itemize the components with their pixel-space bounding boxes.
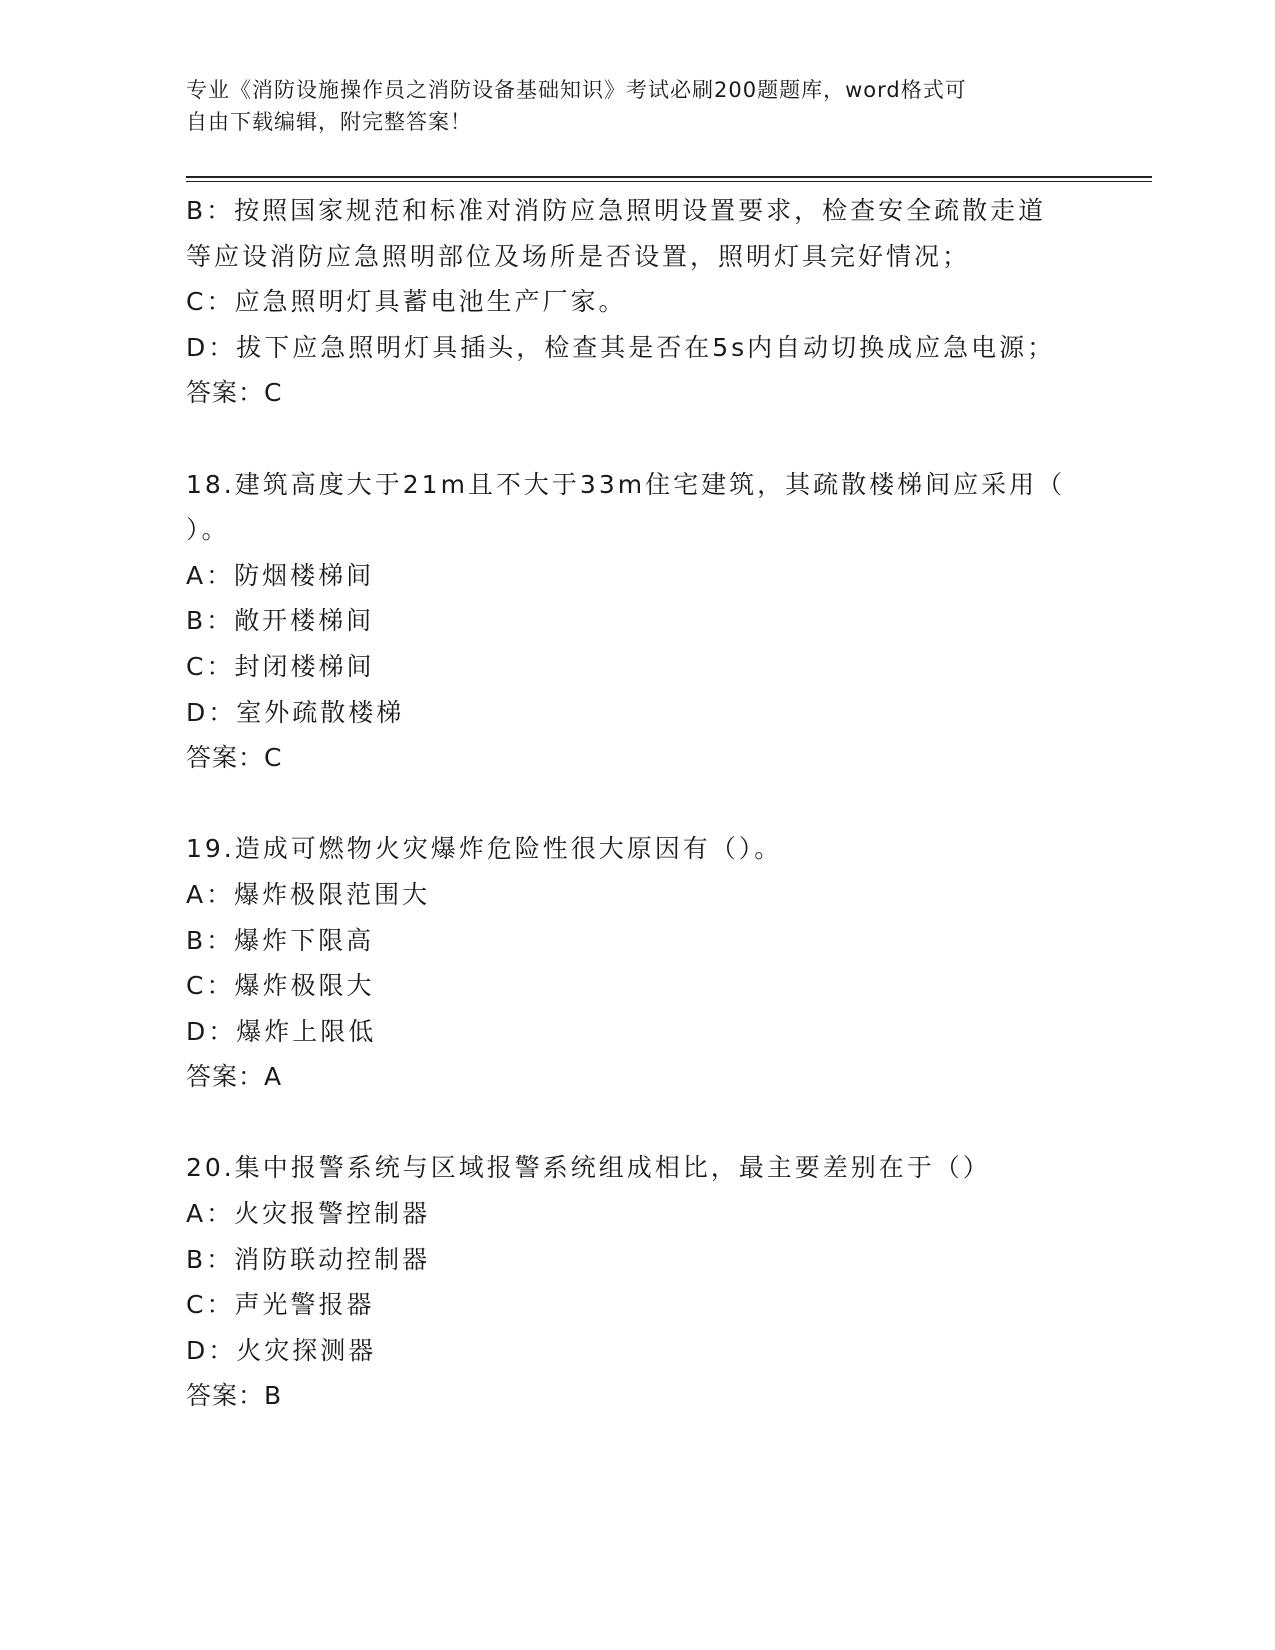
option-b-line-2: 等应设消防应急照明部位及场所是否设置，照明灯具完好情况； [186,241,971,271]
answer-line: 答案：C [186,743,283,773]
option-c: C：封闭楼梯间 [186,651,375,681]
header-divider-thick [186,176,1152,178]
question-stem-line-1: 18.建筑高度大于21m且不大于33m住宅建筑，其疏散楼梯间应采用（ [186,469,1066,499]
question-19 [186,826,1086,1100]
option-b-line-1: B：按照国家规范和标准对消防应急照明设置要求，检查安全疏散走道 [186,196,1047,225]
spacer [186,1100,1086,1146]
question-18 [186,462,1086,781]
spacer [186,781,1086,827]
header-title-line-2: 自由下载编辑，附完整答案！ [186,110,472,134]
option-a: A：爆炸极限范围大 [186,879,431,909]
question-stem-line-1: 19.造成可燃物火灾爆炸危险性很大原因有（）。 [186,834,783,864]
option-b: B：消防联动控制器 [186,1244,431,1274]
option-c: C：声光警报器 [186,1290,375,1320]
carryover-question [186,188,1086,416]
header-divider-thin [186,181,1152,182]
option-c: C：爆炸极限大 [186,971,375,1001]
question-stem-line-1: 20.集中报警系统与区域报警系统组成相比，最主要差别在于（） [186,1153,991,1183]
question-content [186,188,1086,1419]
option-d: D：拔下应急照明灯具插头，检查其是否在5s内自动切换成应急电源； [186,332,1056,362]
option-a: A：火灾报警控制器 [186,1199,431,1229]
option-d: D：室外疏散楼梯 [186,697,405,727]
page-header [186,74,1086,138]
option-b: B：敞开楼梯间 [186,606,375,636]
question-20 [186,1145,1086,1419]
option-a: A：防烟楼梯间 [186,560,375,590]
header-title-line-1: 专业《消防设施操作员之消防设备基础知识》考试必刷200题题库，word格式可 [186,78,967,102]
option-d: D：爆炸上限低 [186,1016,377,1046]
question-stem-line-2: ）。 [186,515,230,545]
option-c: C：应急照明灯具蓄电池生产厂家。 [186,287,627,317]
answer-line: 答案：A [186,1062,283,1092]
option-d: D：火灾探测器 [186,1335,377,1365]
answer-line: 答案：B [186,1381,283,1411]
answer-line: 答案：C [186,378,283,408]
spacer [186,416,1086,462]
option-b: B：爆炸下限高 [186,925,375,955]
